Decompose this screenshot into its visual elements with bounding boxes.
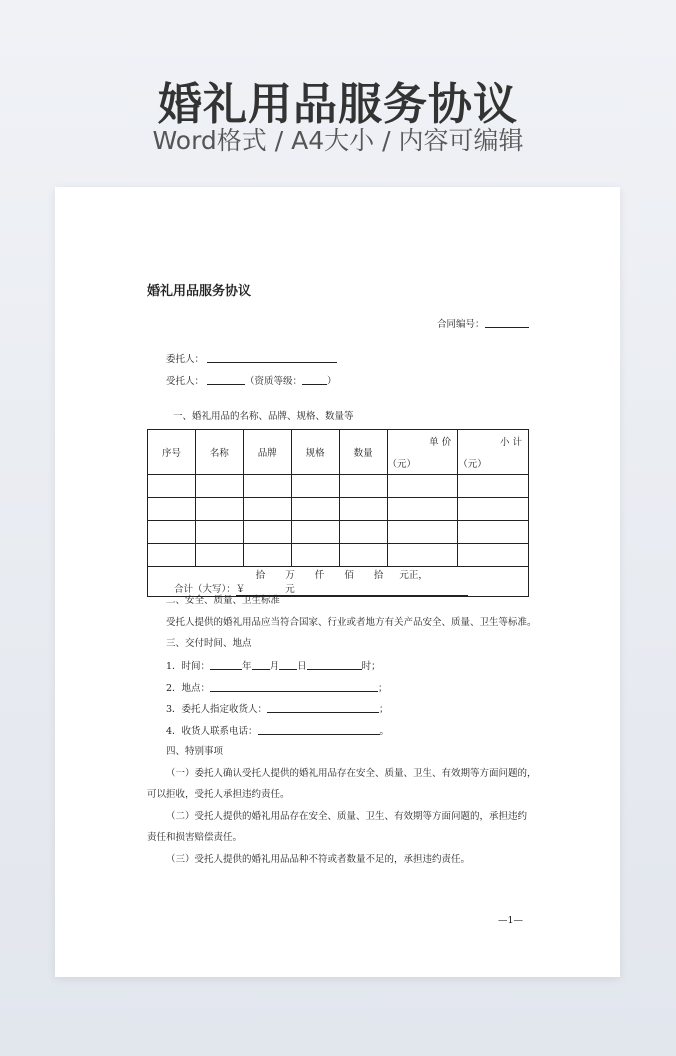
banner-title: 婚礼用品服务协议 (158, 79, 518, 130)
contract-number: 合同编号： (437, 318, 529, 331)
th-index: 序号 (148, 430, 196, 475)
section-3-heading: 三、交付时间、地点 (166, 638, 252, 649)
th-qty: 数量 (339, 430, 387, 475)
th-unit-price: 单 价 （元） (387, 430, 458, 475)
clause-1-cont: 可以拒收，受托人承担违约责任。 (147, 789, 290, 800)
th-spec: 规格 (291, 430, 339, 475)
trustee-field: 受托人： （资质等级： ） (166, 376, 337, 387)
receiver: 3．委托人指定收货人： ； (166, 704, 389, 715)
th-subtotal: 小 计 （元） (458, 430, 529, 475)
document-page (55, 187, 620, 977)
table-row (148, 544, 529, 567)
total-row: 合计（大写）：拾 万 仟 佰 拾 元正，￥ 元 (148, 567, 529, 597)
section-4-heading: 四、特别事项 (166, 746, 224, 757)
section-2-text: 受托人提供的婚礼用品应当符合国家、行业或者地方有关产品安全、质量、卫生等标准。 (166, 617, 537, 628)
th-name: 名称 (195, 430, 243, 475)
table-row (148, 498, 529, 521)
page-number: —1— (498, 915, 524, 926)
th-brand: 品牌 (243, 430, 291, 475)
section-1-heading: 一、婚礼用品的名称、品牌、规格、数量等 (173, 411, 354, 422)
items-table (147, 429, 529, 597)
clause-3: （三）受托人提供的婚礼用品品种不符或者数量不足的，承担违约责任。 (166, 854, 471, 865)
banner-subtitle: Word格式 / A4大小 / 内容可编辑 (152, 126, 524, 155)
clause-2-cont: 责任和损害赔偿责任。 (147, 832, 243, 843)
client-field: 委托人： (166, 353, 337, 366)
table-row (148, 521, 529, 544)
delivery-location: 2．地点： ； (166, 683, 388, 694)
document-title: 婚礼用品服务协议 (147, 284, 252, 299)
clause-2: （二）受托人提供的婚礼用品存在安全、质量、卫生、有效期等方面问题的，承担违约 (166, 811, 528, 822)
receiver-phone: 4．收货人联系电话： 。 (166, 726, 390, 737)
clause-1: （一）委托人确认受托人提供的婚礼用品存在安全、质量、卫生、有效期等方面问题的， (166, 768, 537, 779)
section-2-heading: 二、安全、质量、卫生标准 (166, 595, 281, 606)
table-row (148, 475, 529, 498)
delivery-time: 1．时间： 年 月 日 时； (166, 661, 381, 672)
